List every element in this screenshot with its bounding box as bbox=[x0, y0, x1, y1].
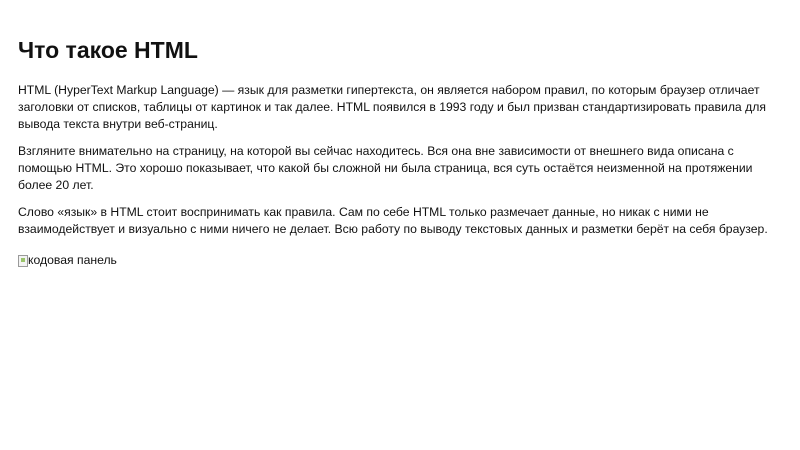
paragraph-intro: HTML (HyperText Markup Language) — язык для разметки гипертекста, он является набором правил, по которым браузер отличает заголовки от списков, таблицы от картинок и так далее. HTML появился в 1993 году и был призван стандартизировать правила для вывода текста внутри веб-страниц. bbox=[18, 83, 766, 131]
paragraph-language-meaning: Слово «язык» в HTML стоит воспринимать как правила. Сам по себе HTML только размечает данные, но никак с ними не взаимодействует и визуально с ними ничего не делает. Всю работу по выводу текстовых данных и разметки берёт на себя браузер. bbox=[18, 205, 768, 236]
broken-image-icon bbox=[18, 255, 28, 267]
page-title: Что такое HTML bbox=[18, 37, 198, 63]
paragraph-page-description: Взгляните внимательно на страницу, на которой вы сейчас находитесь. Вся она вне зависимости от внешнего вида описана с помощью HTML. Это хорошо показывает, что какой бы сложной ни была страница, вся суть остаётся неизменной на протяжении более 20 лет. bbox=[18, 144, 753, 192]
broken-image bbox=[18, 252, 117, 269]
image-alt-text: кодовая панель bbox=[28, 253, 117, 267]
